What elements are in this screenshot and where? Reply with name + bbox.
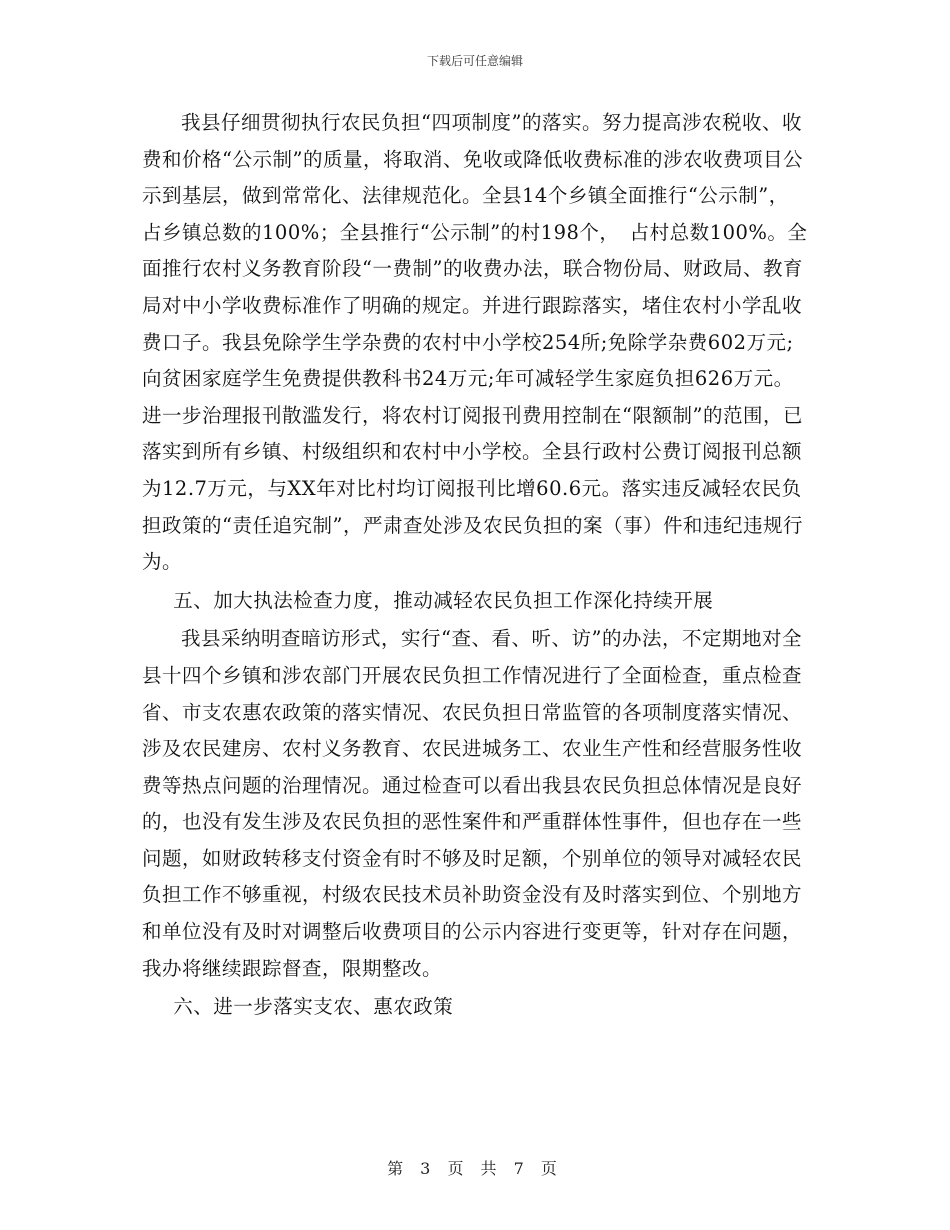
section-heading-six: 六、进一步落实支农、惠农政策 — [173, 995, 454, 1019]
section-heading-five: 五、加大执法检查力度，推动减轻农民负担工作深化持续开展 — [173, 588, 714, 612]
document-body — [142, 105, 808, 1028]
paragraph-inspection: 我县采纳明查暗访形式，实行“查、看、听、访”的办法，不定期地对全县十四个乡镇和涉农部门开展农民负担工作情况进行了全面检查，重点检查省、市支农惠农政策的落实情况、农民负担日常监管的各项制度落实情况、涉及农民建房、农村义务教育、农民进城务工、农业生产性和经营服务性收费等热点问题的治理情况。通过检查可以看出我县农民负担总体情况是良好的，也没有发生涉及农民负担的恶性案件和严重群体性事件，但也存在一些问题，如财政转移支付资金有时不够及时足额，个别单位的领导对减轻农民负担工作不够重视，村级农民技术员补助资金没有及时落实到位、个别地方和单位没有及时对调整后收费项目的公示内容进行变更等，针对存在问题，我办将继续跟踪督查，限期整改。 — [142, 627, 803, 980]
paragraph-four-systems: 我县仔细贯彻执行农民负担“四项制度”的落实。努力提高涉农税收、收费和价格“公示制”的质量，将取消、免收或降低收费标准的涉农收费项目公示到基层，做到常常化、法律规范化。全县14个乡镇全面推行“公示制”，占乡镇总数的100%；全县推行“公示制”的村198个， 占村总数100%。全面推行农村义务教育阶段“一费制”的收费办法，联合物份局、财政局、教育局对中小学收费标准作了明确的规定。并进行跟踪落实，堵住农村小学乱收费口子。我县免除学生学杂费的农村中小学校254所;免除学杂费602万元;向贫困家庭学生免费提供教科书24万元;年可减轻学生家庭负担626万元。进一步治理报刊散滥发行，将农村订阅报刊费用控制在“限额制”的范围，已落实到所有乡镇、村级组织和农村中小学校。全县行政村公费订阅报刊总额为12.7万元，与XX年对比村均订阅报刊比增60.6元。落实违反减轻农民负担政策的“责任追究制”，严肃查处涉及农民负担的案（事）件和违纪违规行为。 — [142, 111, 808, 574]
page-header: 下载后可任意编辑 — [426, 54, 523, 68]
page-footer: 第 3 页 共 7 页 — [387, 1159, 563, 1178]
